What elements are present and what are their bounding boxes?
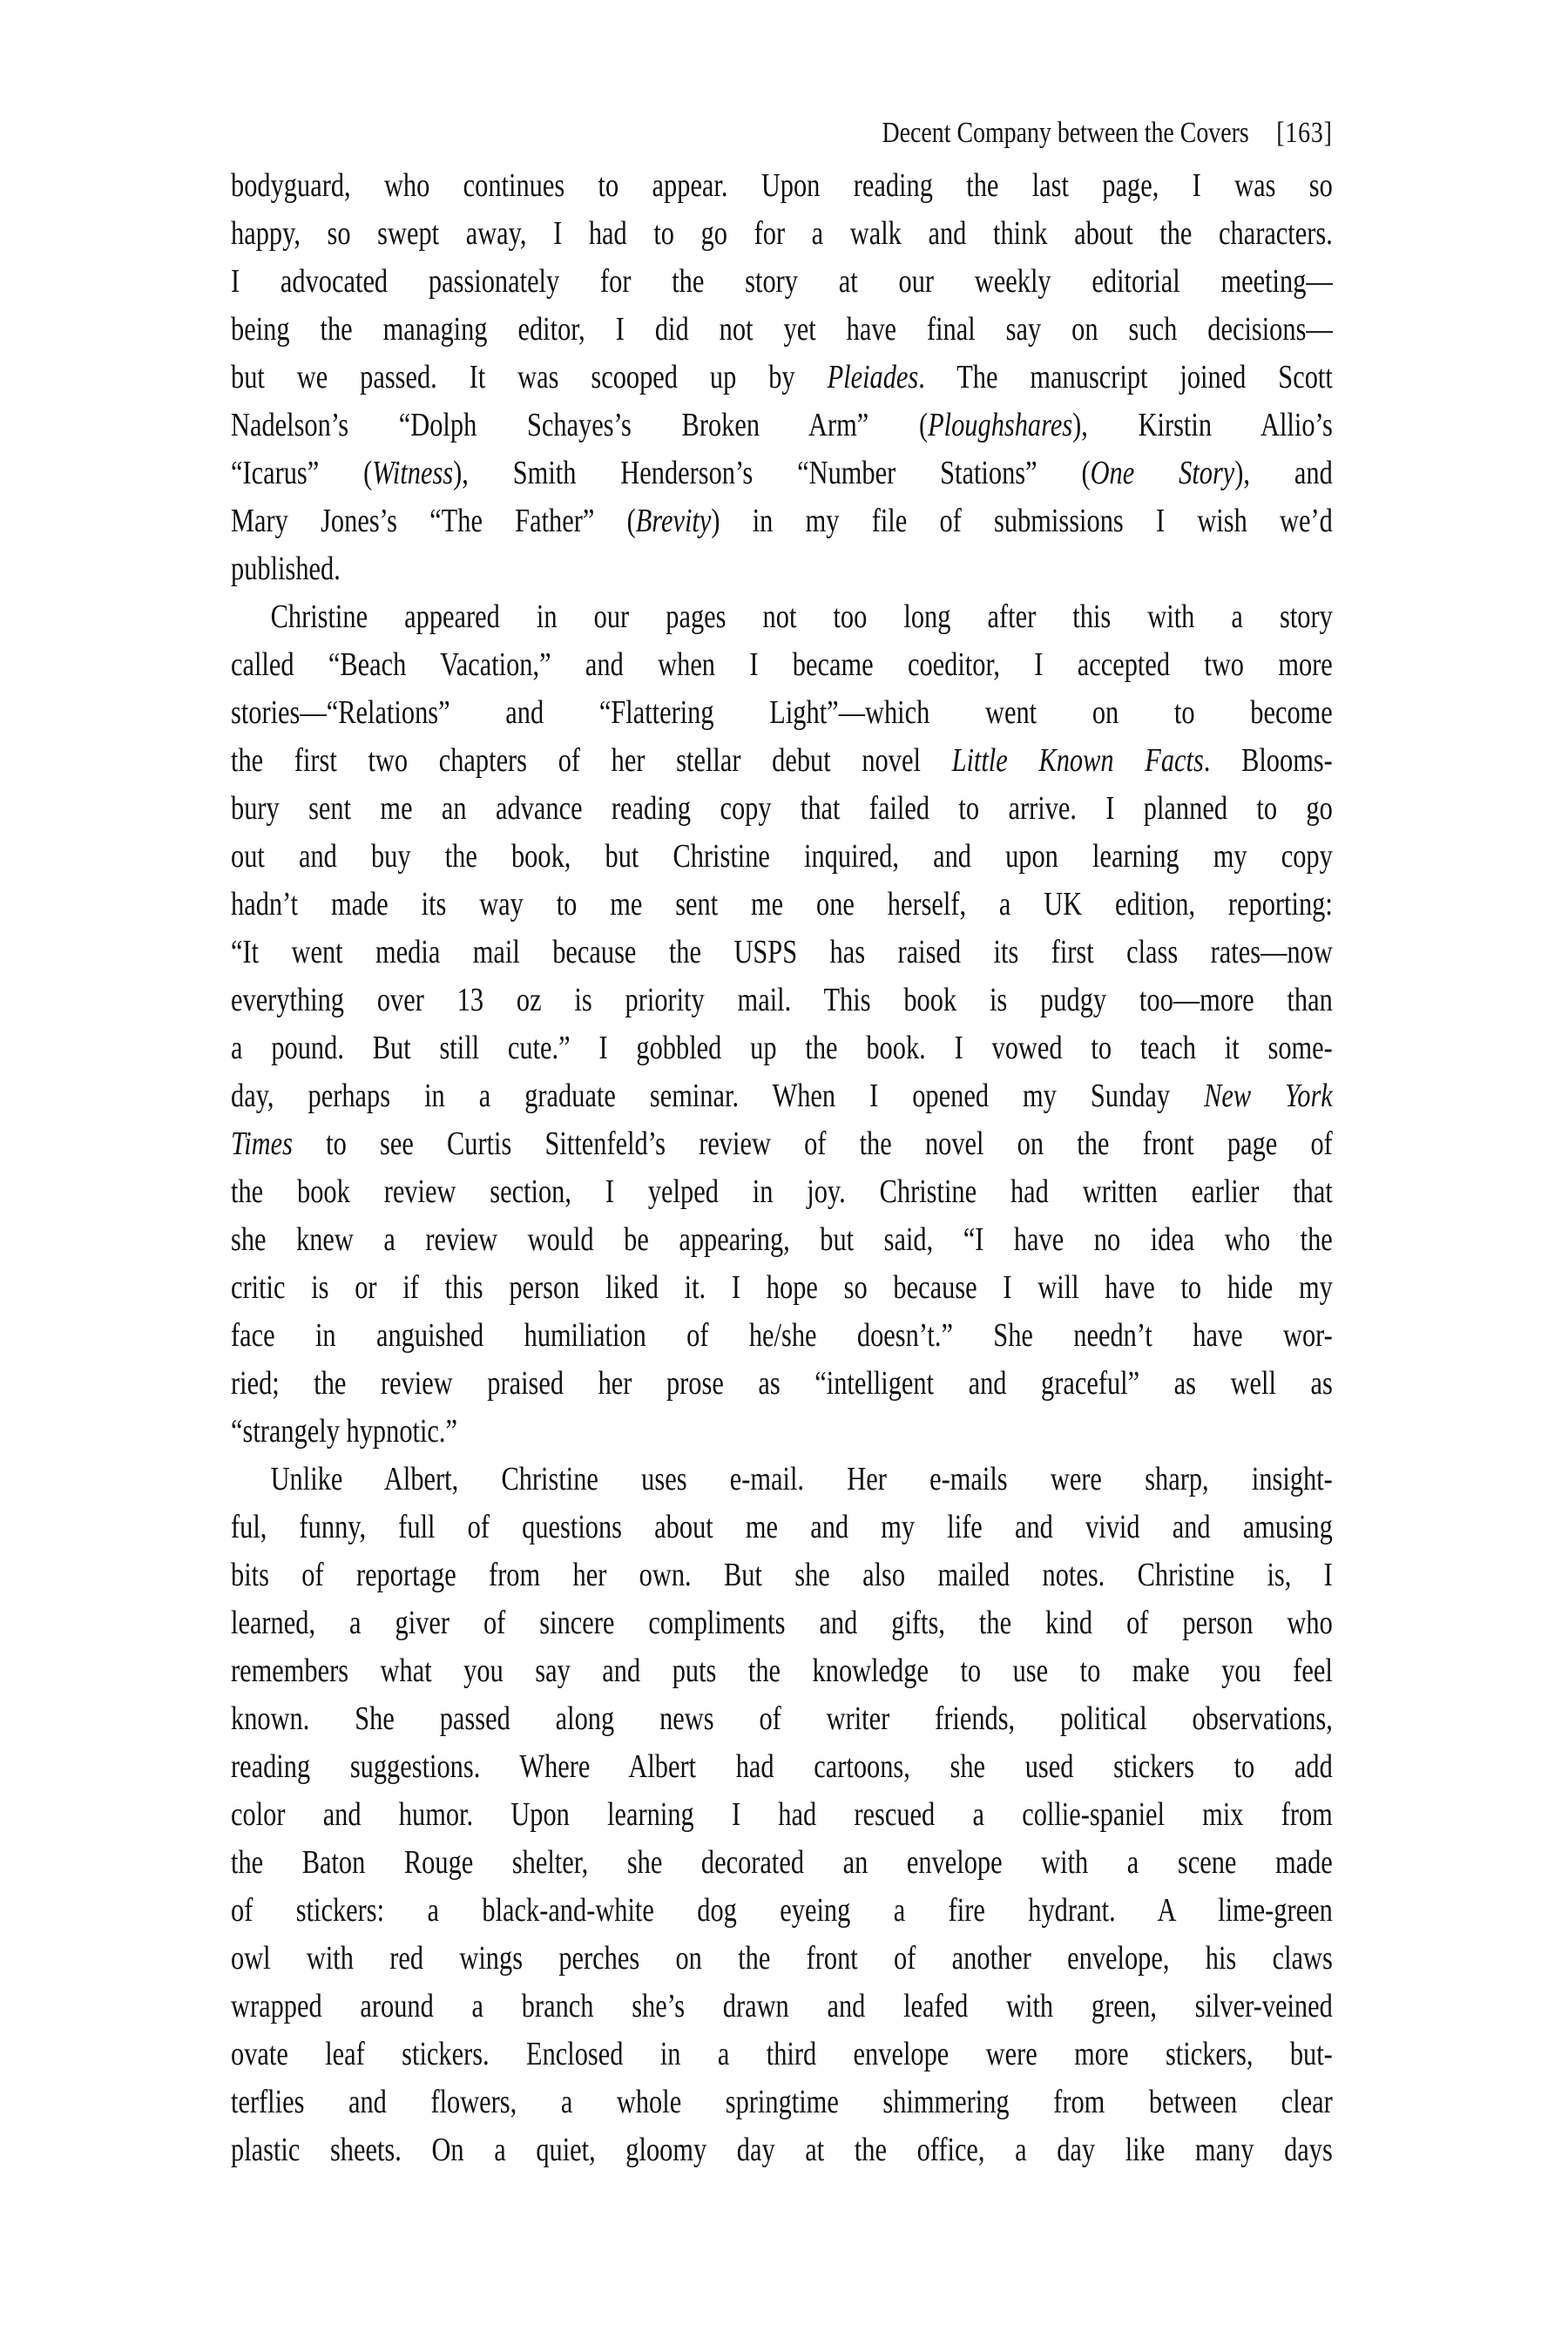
running-header-inner xyxy=(882,113,1333,153)
text-line: day, perhaps in a graduate seminar. When I opened my Sunday New York xyxy=(231,1078,1333,1114)
page-body xyxy=(231,162,1333,2174)
text-line: hadn’t made its way to me sent me one herself, a UK edition, reporting: xyxy=(231,886,1333,923)
text-line: color and humor. Upon learning I had rescued a collie-spaniel mix from xyxy=(231,1796,1333,1833)
text-line: Mary Jones’s “The Father” (Brevity) in my file of submissions I wish we’d xyxy=(231,503,1333,539)
text-line: reading suggestions. Where Albert had cartoons, she used stickers to add xyxy=(231,1748,1333,1785)
text-line: I advocated passionately for the story at our weekly editorial meeting— xyxy=(231,263,1333,300)
text-line: “It went media mail because the USPS has raised its first class rates—now xyxy=(231,934,1333,970)
text-line: of stickers: a black-and-white dog eyeing a fire hydrant. A lime-green xyxy=(231,1892,1333,1929)
text-line: Unlike Albert, Christine uses e-mail. Her e-mails were sharp, insight- xyxy=(270,1461,1333,1497)
text-line: learned, a giver of sincere compliments and gifts, the kind of person who xyxy=(231,1605,1333,1641)
text-line: called “Beach Vacation,” and when I became coeditor, I accepted two more xyxy=(231,646,1333,683)
text-line: bury sent me an advance reading copy that failed to arrive. I planned to go xyxy=(231,790,1333,827)
text-line: a pound. But still cute.” I gobbled up the book. I vowed to teach it some- xyxy=(231,1030,1333,1066)
text-line: bits of reportage from her own. But she also mailed notes. Christine is, I xyxy=(231,1557,1333,1593)
text-line: the book review section, I yelped in joy. Christine had written earlier that xyxy=(231,1173,1333,1210)
text-line: published. xyxy=(231,551,341,587)
text-line: being the managing editor, I did not yet have final say on such decisions— xyxy=(231,311,1333,348)
text-line: the Baton Rouge shelter, she decorated an envelope with a scene made xyxy=(231,1844,1333,1881)
text-line: owl with red wings perches on the front of another envelope, his claws xyxy=(231,1940,1333,1977)
text-line: the first two chapters of her stellar debut novel Little Known Facts. Blooms- xyxy=(231,742,1333,779)
paragraph-2 xyxy=(231,593,1333,1456)
text-line: “Icarus” (Witness), Smith Henderson’s “Number Stations” (One Story), and xyxy=(231,455,1333,491)
text-line: wrapped around a branch she’s drawn and leafed with green, silver-veined xyxy=(231,1988,1333,2024)
text-line: “strangely hypnotic.” xyxy=(231,1413,458,1450)
page-number: [163] xyxy=(1276,117,1333,149)
text-line: she knew a review would be appearing, but said, “I have no idea who the xyxy=(231,1221,1333,1258)
running-header-title: Decent Company between the Covers xyxy=(882,117,1249,149)
text-line: plastic sheets. On a quiet, gloomy day at the office, a day like many days xyxy=(231,2132,1333,2168)
text-line: out and buy the book, but Christine inquired, and upon learning my copy xyxy=(231,838,1333,875)
text-line: known. She passed along news of writer friends, political observations, xyxy=(231,1700,1333,1737)
text-line: bodyguard, who continues to appear. Upon reading the last page, I was so xyxy=(231,167,1333,204)
running-header xyxy=(231,113,1333,153)
text-line: ried; the review praised her prose as “intelligent and graceful” as well as xyxy=(231,1365,1333,1402)
text-line: happy, so swept away, I had to go for a walk and think about the characters. xyxy=(231,215,1333,252)
text-line: critic is or if this person liked it. I hope so because I will have to hide my xyxy=(231,1269,1333,1306)
text-line: Christine appeared in our pages not too long after this with a story xyxy=(270,598,1333,635)
text-line: remembers what you say and puts the knowledge to use to make you feel xyxy=(231,1652,1333,1689)
text-line: terflies and flowers, a whole springtime shimmering from between clear xyxy=(231,2084,1333,2120)
text-line: ful, funny, full of questions about me and my life and vivid and amusing xyxy=(231,1509,1333,1545)
paragraph-3 xyxy=(231,1456,1333,2174)
text-line: but we passed. It was scooped up by Pleiades. The manuscript joined Scott xyxy=(231,359,1333,395)
text-line: everything over 13 oz is priority mail. This book is pudgy too—more than xyxy=(231,982,1333,1018)
paragraph-1 xyxy=(231,162,1333,593)
text-line: Nadelson’s “Dolph Schayes’s Broken Arm” (Ploughshares), Kirstin Allio’s xyxy=(231,407,1333,443)
text-line: face in anguished humiliation of he/she doesn’t.” She needn’t have wor- xyxy=(231,1317,1333,1354)
text-line: stories—“Relations” and “Flattering Light”—which went on to become xyxy=(231,694,1333,731)
text-line: Times to see Curtis Sittenfeld’s review of the novel on the front page of xyxy=(231,1125,1333,1162)
text-line: ovate leaf stickers. Enclosed in a third envelope were more stickers, but- xyxy=(231,2036,1333,2072)
